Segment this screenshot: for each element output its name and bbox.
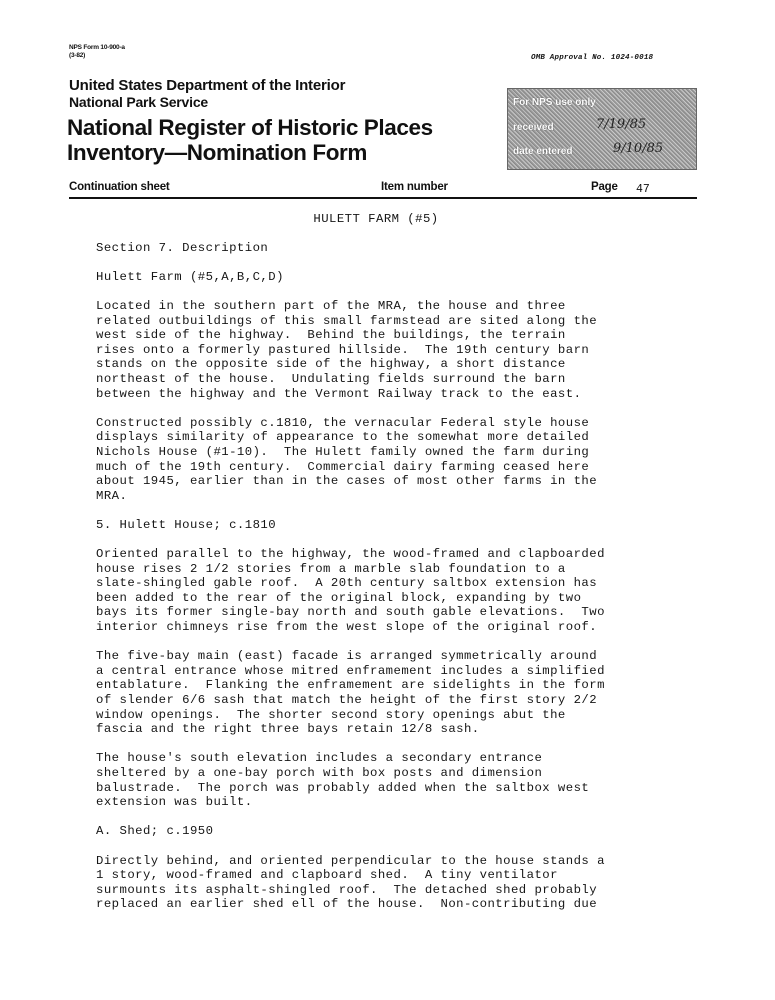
nps-use-stamp: [507, 88, 697, 170]
paragraph-south-elevation: [96, 751, 666, 809]
text-line: displays similarity of appearance to the somewhat more detailed: [96, 430, 590, 445]
text-line: interior chimneys rise from the west slope of the original roof.: [96, 620, 598, 635]
paragraph-facade: [96, 649, 666, 737]
text-line: sheltered by a one-bay porch with box posts and dimension: [96, 765, 543, 780]
text-line: northeast of the house. Undulating fields surround the barn: [96, 371, 566, 386]
service-name: National Park Service: [69, 94, 208, 110]
stamp-heading: For NPS use only: [513, 97, 596, 108]
text-line: about 1945, earlier than in the cases of most other farms in the: [96, 474, 598, 489]
item-number-label: Item number: [381, 181, 448, 193]
item-5-heading: 5. Hulett House; c.1810: [96, 517, 277, 532]
header-rule: [69, 197, 697, 199]
agency-block: [69, 77, 345, 111]
document-body: [96, 212, 666, 927]
department-name: United States Department of the Interior: [69, 77, 346, 94]
paragraph-setting: [96, 299, 666, 401]
text-line: extension was built.: [96, 795, 253, 810]
paragraph-shed: [96, 854, 666, 912]
stamp-date-entered-value: 9/10/85: [613, 141, 664, 156]
text-line: a central entrance whose mitred enframement includes a simplified: [96, 663, 605, 678]
text-line: window openings. The shorter second story openings abut the: [96, 707, 566, 722]
text-line: Nichols House (#1-10). The Hulett family owned the farm during: [96, 444, 590, 459]
document-heading: HULETT FARM (#5): [313, 212, 439, 226]
text-line: The five-bay main (east) facade is arranged symmetrically around: [96, 649, 598, 664]
form-revision: (3-82): [69, 52, 86, 59]
text-line: rises onto a formerly pastured hillside. The 19th century barn: [96, 342, 590, 357]
text-line: bays its former single-bay north and south gable elevations. Two: [96, 605, 605, 620]
text-line: surmounts its asphalt-shingled roof. The detached shed probably: [96, 882, 598, 897]
text-line: much of the 19th century. Commercial dairy farming ceased here: [96, 459, 590, 474]
text-line: stands on the opposite side of the highway, a short distance: [96, 357, 566, 372]
text-line: related outbuildings of this small farmstead are sited along the: [96, 313, 598, 328]
text-line: slate-shingled gable roof. A 20th century saltbox extension has: [96, 576, 598, 591]
section-title: Section 7. Description: [96, 240, 269, 255]
property-subheading: Hulett Farm (#5,A,B,C,D): [96, 269, 284, 284]
form-title-line1: National Register of Historic Places: [67, 115, 433, 140]
text-line: Directly behind, and oriented perpendicular to the house stands a: [96, 853, 605, 868]
text-line: been added to the rear of the original block, expanding by two: [96, 590, 582, 605]
text-line: of slender 6/6 sash that match the height of the first story 2/2: [96, 693, 598, 707]
text-line: entablature. Flanking the enframement are sidelights in the form: [96, 678, 605, 693]
form-number: NPS Form 10-900-a: [69, 44, 125, 51]
form-title: [67, 115, 433, 165]
text-line: MRA.: [96, 488, 128, 503]
page-label: Page: [591, 181, 618, 193]
paragraph-house-structure: [96, 547, 666, 635]
text-line: Located in the southern part of the MRA, the house and three: [96, 298, 566, 313]
stamp-received-label: received: [513, 122, 554, 133]
stamp-date-entered-label: date entered: [513, 146, 573, 157]
form-identifier: [69, 44, 125, 60]
text-line: The house's south elevation includes a secondary entrance: [96, 751, 543, 766]
text-line: fascia and the right three bays retain 12/8 sash.: [96, 722, 480, 737]
continuation-sheet-label: Continuation sheet: [69, 181, 170, 193]
text-line: Oriented parallel to the highway, the wood-framed and clapboarded: [96, 547, 605, 562]
text-line: west side of the highway. Behind the buildings, the terrain: [96, 328, 566, 343]
form-title-line2: Inventory—Nomination Form: [67, 140, 368, 165]
text-line: house rises 2 1/2 stories from a marble slab foundation to a: [96, 561, 566, 576]
stamp-received-value: 7/19/85: [596, 117, 647, 132]
text-line: balustrade. The porch was probably added when the saltbox west: [96, 780, 590, 795]
text-line: 1 story, wood-framed and clapboard shed. A tiny ventilator: [96, 868, 558, 883]
item-a-heading: A. Shed; c.1950: [96, 824, 214, 839]
text-line: Constructed possibly c.1810, the vernacular Federal style house: [96, 415, 590, 430]
text-line: between the highway and the Vermont Railway track to the east.: [96, 386, 582, 401]
text-line: replaced an earlier shed ell of the house. Non-contributing due: [96, 897, 598, 912]
omb-approval: OMB Approval No. 1024-0018: [531, 54, 654, 62]
paragraph-history: [96, 416, 666, 504]
page-number: 47: [636, 183, 650, 196]
